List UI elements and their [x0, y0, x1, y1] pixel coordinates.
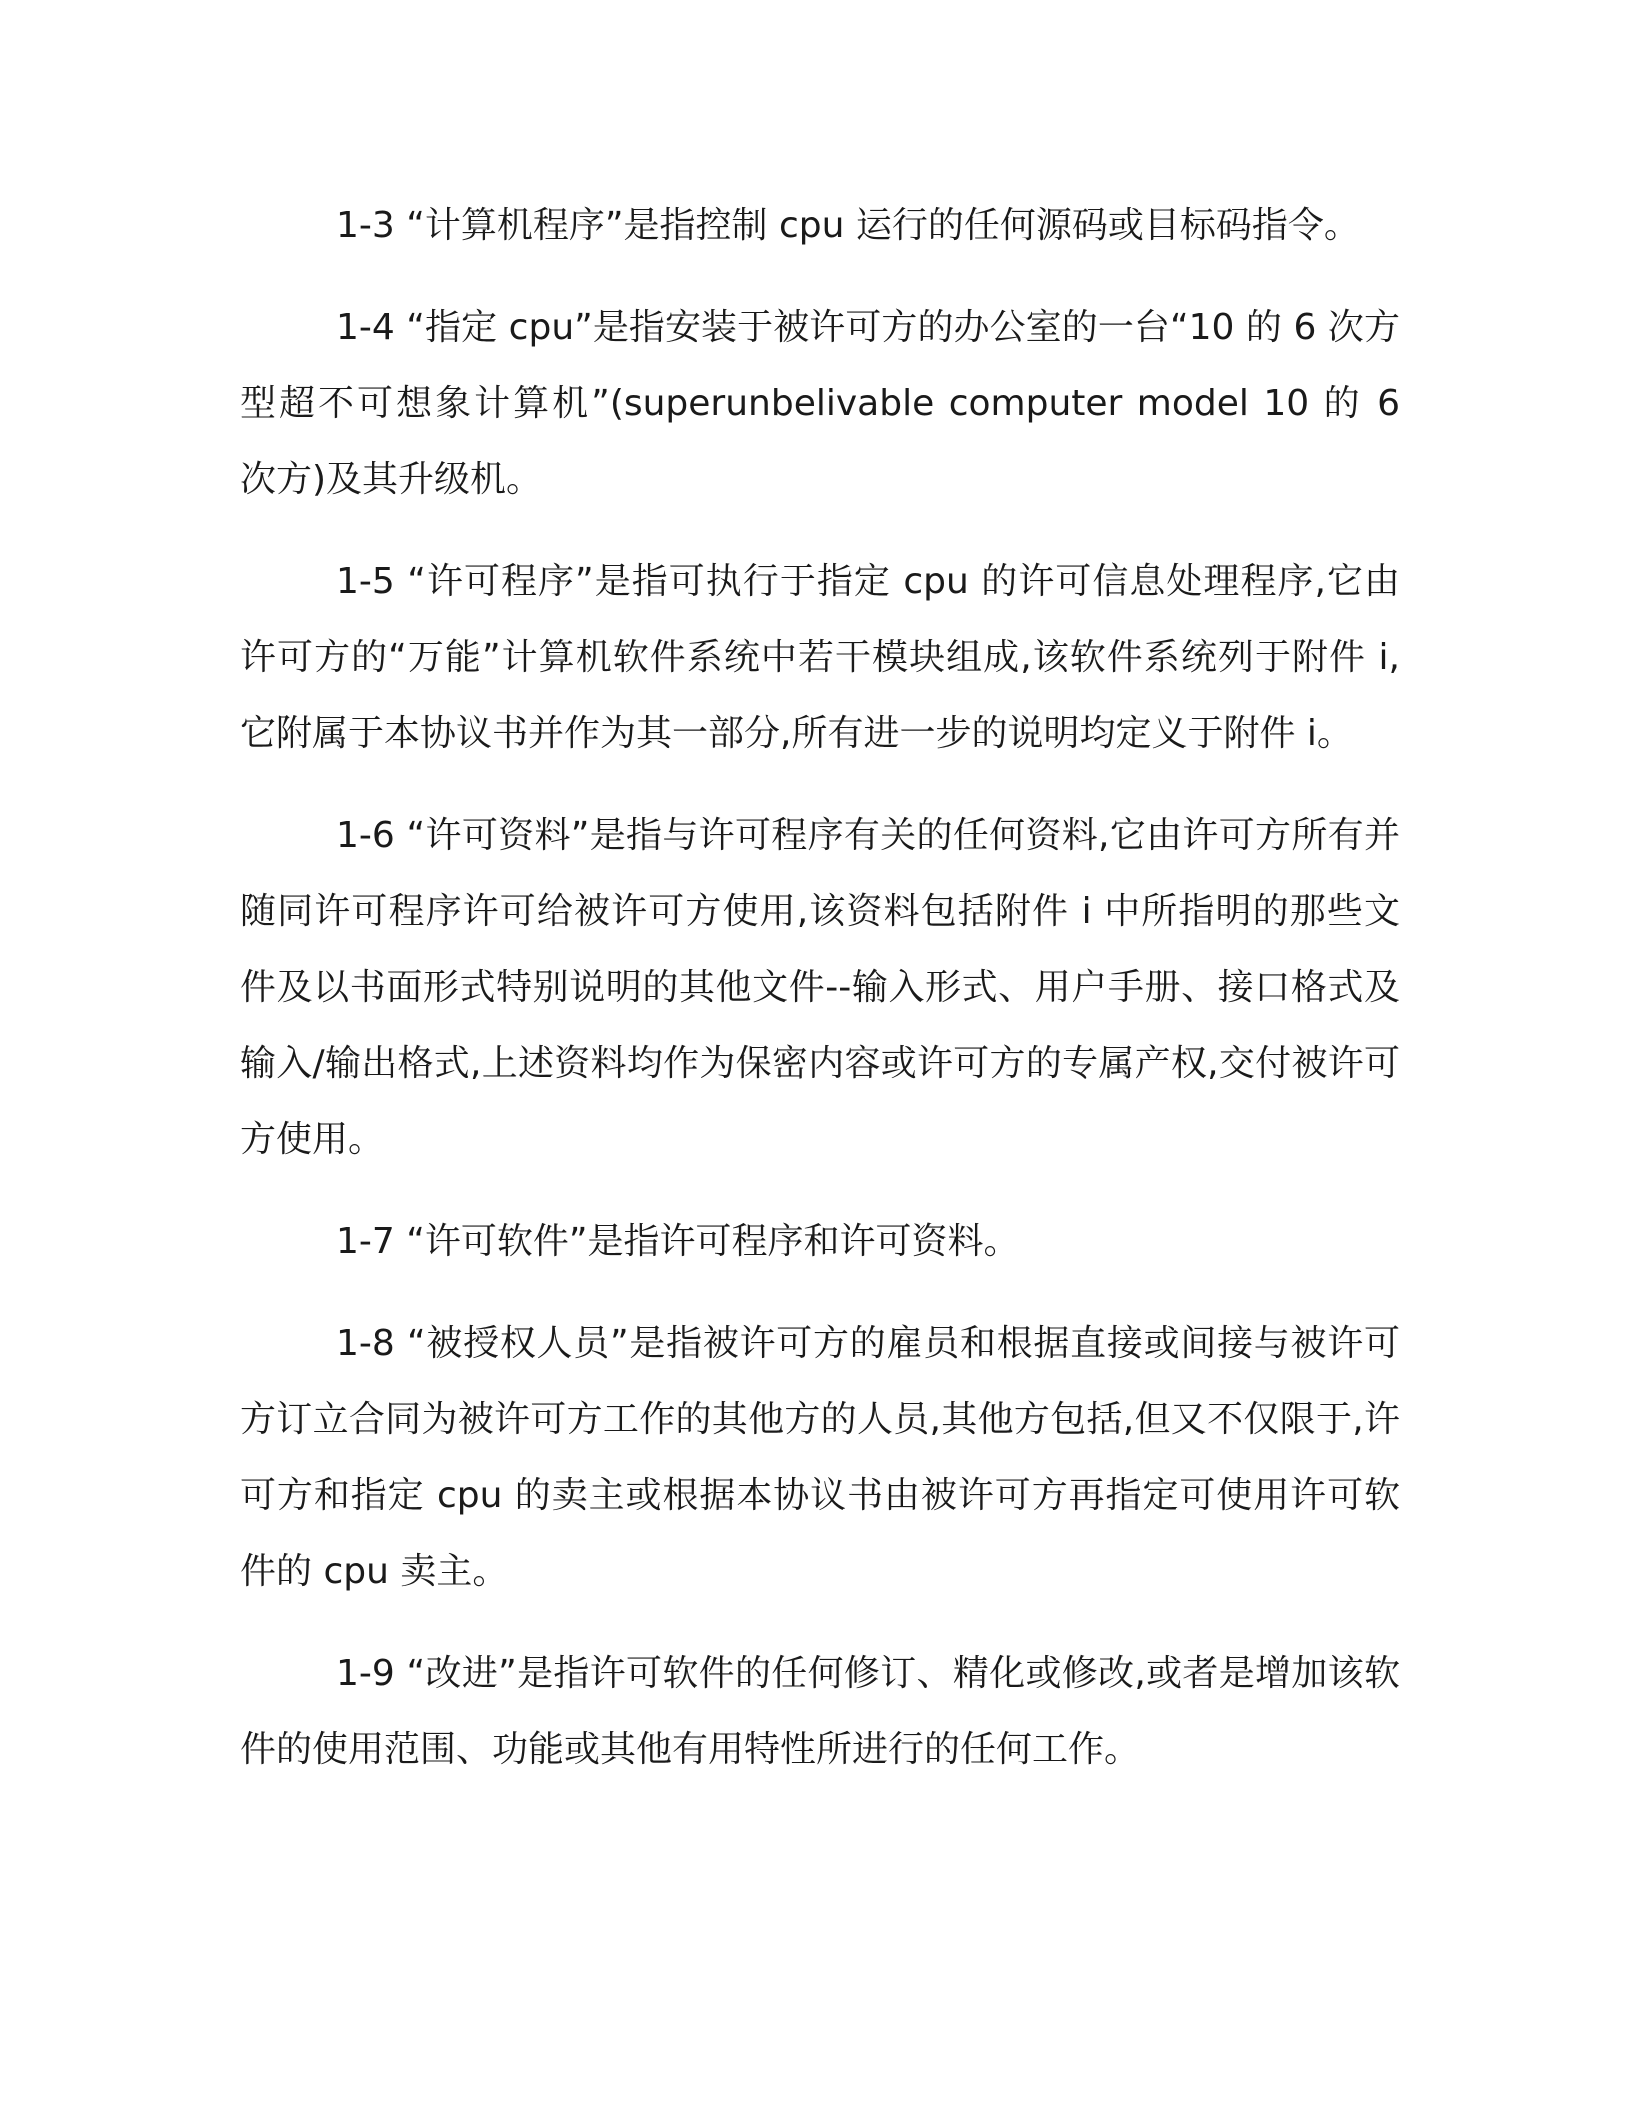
paragraph-definition-1-6: 1-6 “许可资料”是指与许可程序有关的任何资料,它由许可方所有并随同许可程序许可给被许可方使用,该资料包括附件 i 中所指明的那些文件及以书面形式特别说明的其他文件--输入形式、用户手册、接口格式及输入/输出格式,上述资料均作为保密内容或许可方的专属产权,交付被许可方使用。: [240, 815, 1400, 1160]
paragraph-definition-1-9: 1-9 “改进”是指许可软件的任何修订、精化或修改,或者是增加该软件的使用范围、功能或其他有用特性所进行的任何工作。: [240, 1653, 1400, 1770]
paragraph-definition-1-4: 1-4 “指定 cpu”是指安装于被许可方的办公室的一台“10 的 6 次方型超不可想象计算机”(superunbelivable computer model 10 的 6 次方)及其升级机。: [240, 307, 1400, 500]
paragraph-definition-1-8: 1-8 “被授权人员”是指被许可方的雇员和根据直接或间接与被许可方订立合同为被许可方工作的其他方的人员,其他方包括,但又不仅限于,许可方和指定 cpu 的卖主或根据本协议书由被许可方再指定可使用许可软件的 cpu 卖主。: [240, 1323, 1400, 1592]
paragraph-definition-1-7: 1-7 “许可软件”是指许可程序和许可资料。: [336, 1221, 1020, 1262]
paragraph-definition-1-3: 1-3 “计算机程序”是指控制 cpu 运行的任何源码或目标码指令。: [336, 205, 1360, 246]
document-body: [240, 188, 1400, 1788]
paragraph-definition-1-5: 1-5 “许可程序”是指可执行于指定 cpu 的许可信息处理程序,它由许可方的“万能”计算机软件系统中若干模块组成,该软件系统列于附件 i,它附属于本协议书并作为其一部分,所有进一步的说明均定义于附件 i。: [240, 561, 1400, 754]
